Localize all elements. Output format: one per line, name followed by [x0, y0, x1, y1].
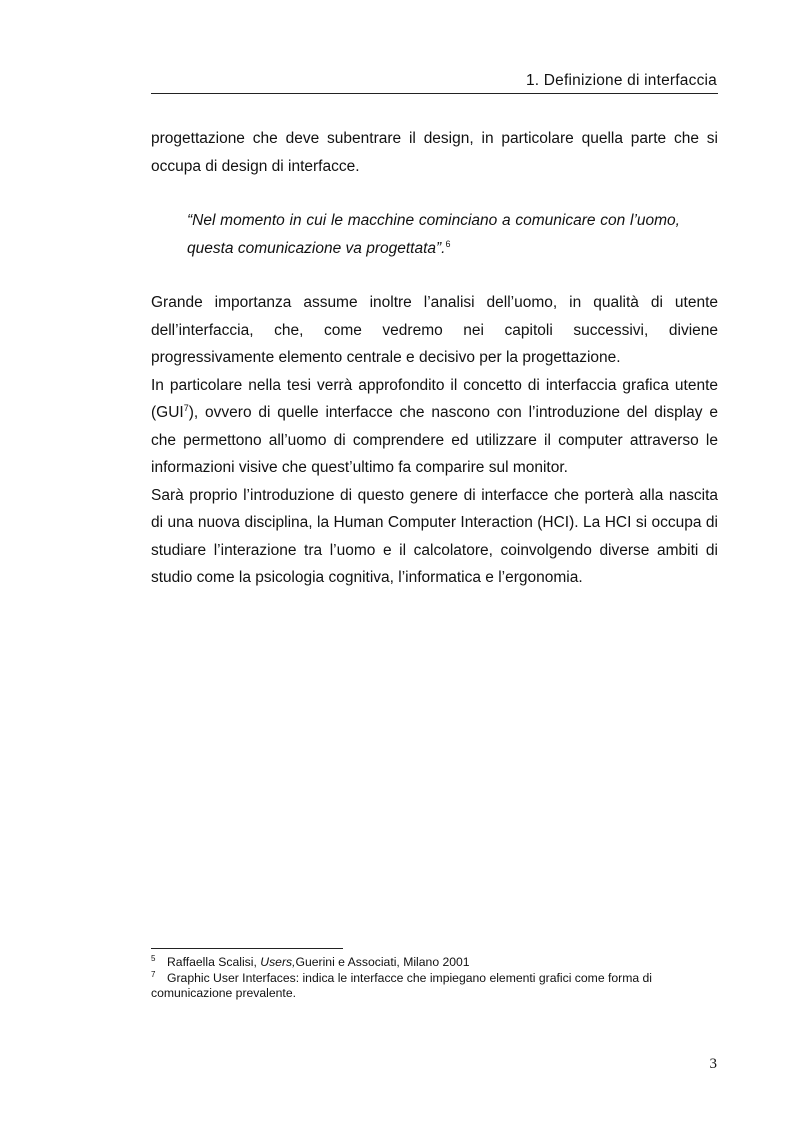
quote-paragraph [187, 207, 680, 263]
block-quote [187, 207, 680, 263]
body-text-main [151, 289, 718, 592]
quote-text: “Nel momento in cui le macchine cominciano a comunicare con l’uomo, questa comunicazione va progettata”. [187, 212, 680, 257]
footnote-rule [151, 948, 343, 949]
footnote-5-rest: Guerini e Associati, Milano 2001 [295, 955, 470, 969]
body-paragraph-1 [151, 125, 718, 180]
footnote-5: 5 Raffaella Scalisi, Users,Guerini e Associati, Milano 2001 [151, 954, 470, 969]
paragraph-3-after-ref: ), ovvero di quelle interfacce che nascono con l’introduzione del display e che permettono all’uomo di comprendere ed utilizzare il computer attraverso le informazioni visive che quest’ultimo fa comparire sul monitor. [151, 404, 718, 476]
footnote-5-title: Users, [260, 955, 296, 969]
footnote-5-author: Raffaella Scalisi, [167, 955, 261, 969]
paragraph-3-footnote-ref: 7 [183, 403, 189, 413]
quote-footnote-ref: 6 [445, 239, 451, 249]
paragraph-3-text [151, 372, 718, 482]
footnote-7: 7 Graphic User Interfaces: indica le interfacce che impiegano elementi grafici come forma di comunicazione prevalente. [151, 969, 653, 1000]
paragraph-4-text: Sarà proprio l’introduzione di questo genere di interfacce che porterà alla nascita di una nuova disciplina, la Human Computer Interaction (HCI). La HCI si occupa di studiare l’interazione tra l’uomo e il calcolatore, coinvolgendo diverse ambiti di studio come la psicologia cognitiva, l’informatica e l’ergonomia. [151, 486, 718, 586]
header-rule [151, 93, 718, 94]
running-header: 1. Definizione di interfaccia [525, 72, 717, 89]
footnote-7-text: Graphic User Interfaces: indica le interfacce che impiegano elementi grafici come forma di comunicazione prevalente. [151, 970, 653, 1000]
paragraph-2-text: Grande importanza assume inoltre l’analisi dell’uomo, in qualità di utente dell’interfaccia, che, come vedremo nei capitoli successivi, diviene progressivamente elemento centrale e decisivo per la progettazione. [151, 294, 718, 366]
footnotes [151, 955, 718, 1002]
page-number: 3 [709, 1056, 717, 1072]
paragraph-3-before-ref: In particolare nella tesi verrà approfondito il concetto di interfaccia grafica utente (GUI [151, 376, 718, 421]
paragraph-1-text: progettazione che deve subentrare il design, in particolare quella parte che si occupa di design di interfacce. [151, 130, 718, 175]
